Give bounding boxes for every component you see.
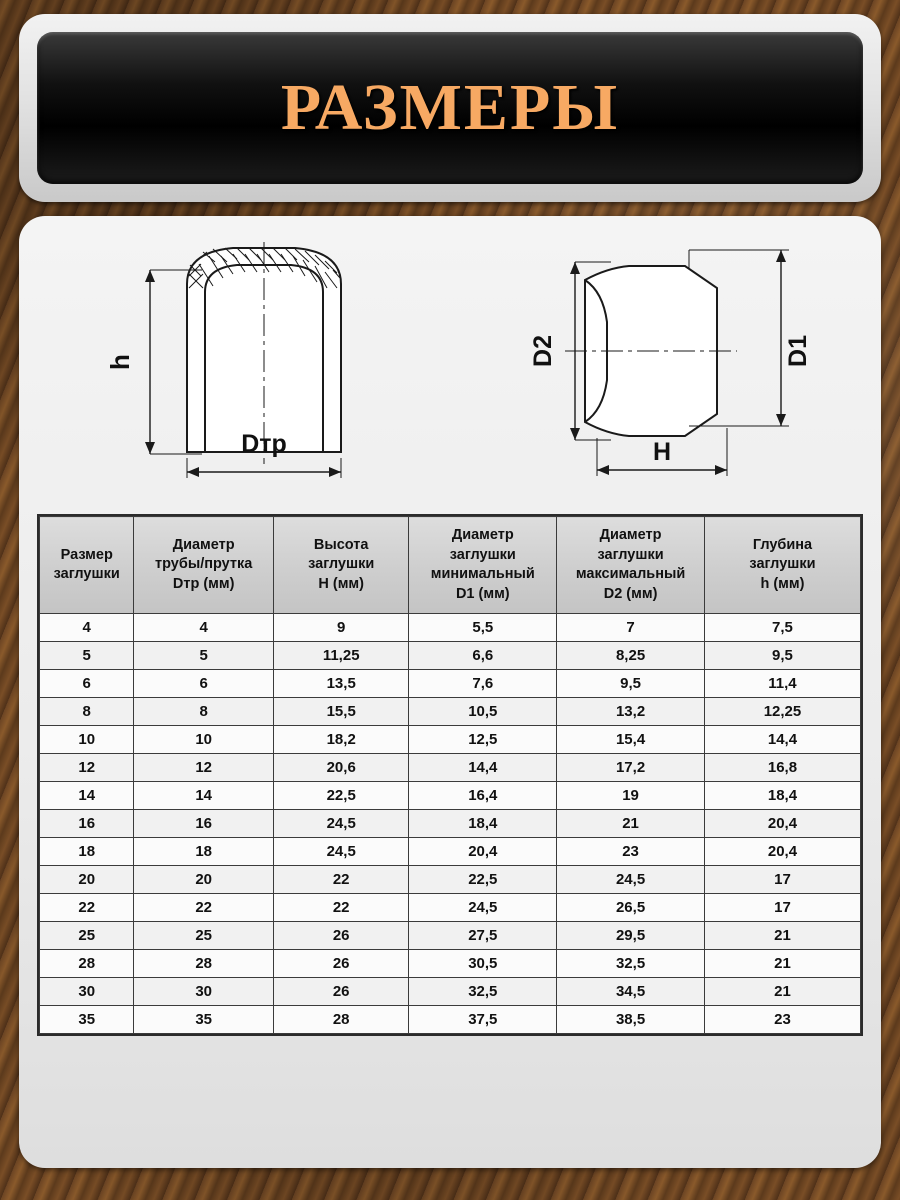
table-cell: 16,8 <box>704 754 860 782</box>
table-cell: 16 <box>40 810 134 838</box>
table-cell: 11,4 <box>704 670 860 698</box>
table-cell: 12,5 <box>409 726 557 754</box>
table-cell: 11,25 <box>273 642 408 670</box>
table-row <box>40 670 861 698</box>
table-cell: 24,5 <box>409 894 557 922</box>
table-cell: 32,5 <box>409 978 557 1006</box>
table-row <box>40 894 861 922</box>
table-cell: 10 <box>134 726 274 754</box>
table-row <box>40 810 861 838</box>
table-cell: 17,2 <box>557 754 705 782</box>
table-cell: 5 <box>40 642 134 670</box>
table-cell: 20,4 <box>704 838 860 866</box>
table-cell: 14 <box>40 782 134 810</box>
table-cell: 6,6 <box>409 642 557 670</box>
table-cell: 12,25 <box>704 698 860 726</box>
table-cell: 32,5 <box>557 950 705 978</box>
table-cell: 22 <box>273 866 408 894</box>
column-header-tube-diameter: Диаметр трубы/прутка Dтр (мм) <box>134 517 274 614</box>
table-cell: 4 <box>134 614 274 642</box>
table-cell: 30 <box>134 978 274 1006</box>
table-cell: 20 <box>40 866 134 894</box>
table-cell: 6 <box>40 670 134 698</box>
table-cell: 27,5 <box>409 922 557 950</box>
table-cell: 22 <box>134 894 274 922</box>
table-cell: 7 <box>557 614 705 642</box>
table-cell: 13,2 <box>557 698 705 726</box>
content-panel <box>19 216 881 1168</box>
table-cell: 14,4 <box>704 726 860 754</box>
table-cell: 8 <box>134 698 274 726</box>
table-cell: 26 <box>273 922 408 950</box>
table-cell: 35 <box>134 1006 274 1034</box>
table-cell: 6 <box>134 670 274 698</box>
header-panel <box>19 14 881 202</box>
table-cell: 24,5 <box>557 866 705 894</box>
table-cell: 7,5 <box>704 614 860 642</box>
table-cell: 18 <box>40 838 134 866</box>
table-row <box>40 978 861 1006</box>
table-cell: 10 <box>40 726 134 754</box>
table-cell: 29,5 <box>557 922 705 950</box>
dimensions-table <box>39 516 861 1034</box>
table-cell: 22 <box>40 894 134 922</box>
table-cell: 8,25 <box>557 642 705 670</box>
table-cell: 9,5 <box>557 670 705 698</box>
label-d2: D2 <box>529 335 557 367</box>
table-cell: 18,4 <box>409 810 557 838</box>
page-title: РАЗМЕРЫ <box>280 71 620 144</box>
table-cell: 7,6 <box>409 670 557 698</box>
dimension-drawings <box>37 232 863 510</box>
table-cell: 21 <box>704 922 860 950</box>
header-panel-inner <box>37 32 863 184</box>
table-row <box>40 614 861 642</box>
table-cell: 34,5 <box>557 978 705 1006</box>
table-cell: 24,5 <box>273 810 408 838</box>
table-cell: 10,5 <box>409 698 557 726</box>
table-body <box>40 614 861 1034</box>
label-d1: D1 <box>784 335 812 367</box>
table-cell: 26 <box>273 950 408 978</box>
table-cell: 12 <box>134 754 274 782</box>
table-cell: 15,4 <box>557 726 705 754</box>
table-cell: 21 <box>704 978 860 1006</box>
table-cell: 20,4 <box>409 838 557 866</box>
table-cell: 8 <box>40 698 134 726</box>
table-row <box>40 726 861 754</box>
table-cell: 35 <box>40 1006 134 1034</box>
table-cell: 22,5 <box>273 782 408 810</box>
table-cell: 24,5 <box>273 838 408 866</box>
table-cell: 5,5 <box>409 614 557 642</box>
table-header-row <box>40 517 861 614</box>
table-cell: 14,4 <box>409 754 557 782</box>
table-row <box>40 642 861 670</box>
label-h-right: H <box>652 438 672 466</box>
table-row <box>40 950 861 978</box>
table-cell: 17 <box>704 866 860 894</box>
table-row <box>40 782 861 810</box>
table-cell: 4 <box>40 614 134 642</box>
label-h-left: h <box>105 354 135 370</box>
table-cell: 5 <box>134 642 274 670</box>
table-cell: 28 <box>40 950 134 978</box>
table-cell: 18 <box>134 838 274 866</box>
table-cell: 14 <box>134 782 274 810</box>
table-cell: 9,5 <box>704 642 860 670</box>
table-cell: 23 <box>704 1006 860 1034</box>
table-cell: 20,6 <box>273 754 408 782</box>
table-cell: 30,5 <box>409 950 557 978</box>
table-cell: 26 <box>273 978 408 1006</box>
table-row <box>40 838 861 866</box>
table-cell: 15,5 <box>273 698 408 726</box>
table-cell: 26,5 <box>557 894 705 922</box>
table-cell: 28 <box>134 950 274 978</box>
table-cell: 25 <box>134 922 274 950</box>
table-cell: 16,4 <box>409 782 557 810</box>
table-cell: 18,4 <box>704 782 860 810</box>
table-cell: 21 <box>704 950 860 978</box>
dimensions-table-wrapper <box>37 514 863 1036</box>
label-dtp: Dтр <box>241 430 287 458</box>
table-cell: 21 <box>557 810 705 838</box>
table-cell: 23 <box>557 838 705 866</box>
table-cell: 30 <box>40 978 134 1006</box>
table-cell: 9 <box>273 614 408 642</box>
table-cell: 38,5 <box>557 1006 705 1034</box>
table-cell: 25 <box>40 922 134 950</box>
table-cell: 13,5 <box>273 670 408 698</box>
column-header-size: Размер заглушки <box>40 517 134 614</box>
table-cell: 19 <box>557 782 705 810</box>
table-row <box>40 866 861 894</box>
table-row <box>40 1006 861 1034</box>
table-cell: 17 <box>704 894 860 922</box>
table-cell: 16 <box>134 810 274 838</box>
table-cell: 22,5 <box>409 866 557 894</box>
column-header-depth: Глубина заглушки h (мм) <box>704 517 860 614</box>
table-cell: 18,2 <box>273 726 408 754</box>
column-header-max-diameter: Диаметр заглушки максимальный D2 (мм) <box>557 517 705 614</box>
table-header <box>40 517 861 614</box>
table-cell: 22 <box>273 894 408 922</box>
table-cell: 20,4 <box>704 810 860 838</box>
column-header-height: Высота заглушки H (мм) <box>273 517 408 614</box>
table-row <box>40 698 861 726</box>
table-cell: 20 <box>134 866 274 894</box>
table-cell: 28 <box>273 1006 408 1034</box>
column-header-min-diameter: Диаметр заглушки минимальный D1 (мм) <box>409 517 557 614</box>
table-row <box>40 922 861 950</box>
table-row <box>40 754 861 782</box>
table-cell: 12 <box>40 754 134 782</box>
table-cell: 37,5 <box>409 1006 557 1034</box>
